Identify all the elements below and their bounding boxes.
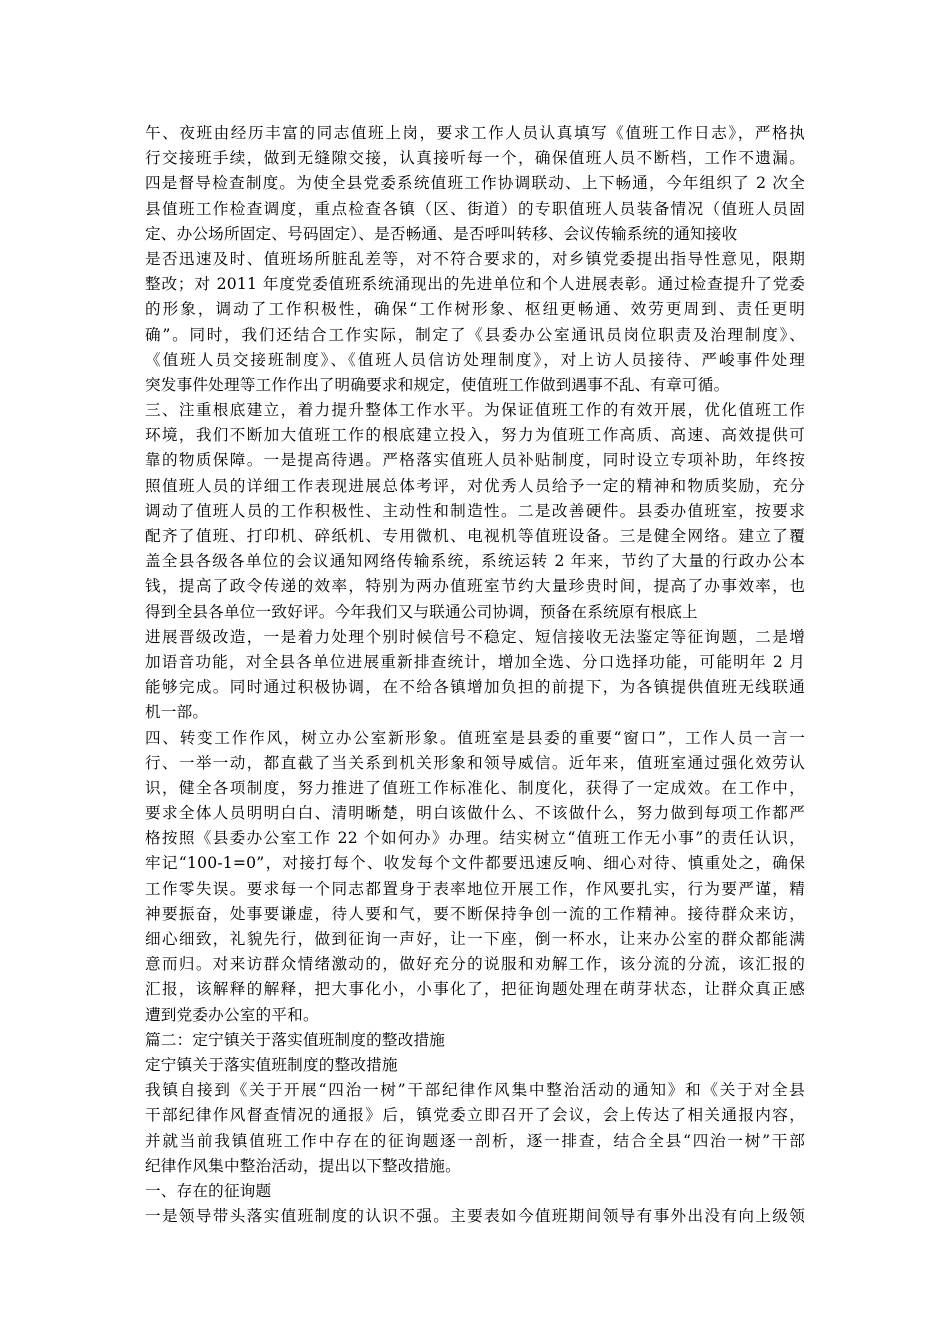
text-line: 机一部。: [145, 703, 209, 722]
text-line: 能够完成。同时通过积极协调，在不给各镇增加负担的前提下，为各镇提供值班无线联通: [145, 678, 805, 697]
text-line: 进展晋级改造，一是着力处理个别时候信号不稳定、短信接收无法鉴定等征询题，二是增: [145, 627, 805, 646]
text-line: 《值班人员交接班制度》、《值班人员信访处理制度》，对上访人员接待、严峻事件处理: [145, 350, 805, 369]
text-line: 配齐了值班、打印机、碎纸机、专用微机、电视机等值班设备。三是健全网络。建立了覆: [145, 527, 805, 545]
text-line: 突发事件处理等工作作出了明确要求和规定，使值班工作做到遇事不乱、有章可循。: [145, 375, 730, 394]
text-line: 工作零失误。要求每一个同志都置身于表率地位开展工作，作风要扎实，行为要严谨，精: [145, 879, 805, 898]
text-line: 神要振奋，处事要谦虚，待人要和气，要不断保持争创一流的工作精神。接待群众来访，: [145, 904, 805, 923]
text-line: 照值班人员的详细工作表现进展总体考评，对优秀人员给予一定的精神和物质奖励，充分: [145, 476, 805, 495]
text-line: 识，健全各项制度，努力推进了值班工作标准化、制度化，获得了一定成效。在工作中，: [145, 778, 805, 797]
text-line: 的形象，调动了工作积极性，确保“工作树形象、枢纽更畅通、效劳更周到、责任更明: [145, 300, 805, 319]
text-line: 定宁镇关于落实值班制度的整改措施: [145, 1055, 398, 1074]
text-line: 定、办公场所固定、号码固定）、是否畅通、是否呼叫转移、会议传输系统的通知接收: [145, 224, 738, 243]
text-line: 并就当前我镇值班工作中存在的征询题逐一剖析，逐一排查，结合全县“四治一树”干部: [145, 1131, 805, 1150]
text-line: 是否迅速及时、值班场所脏乱差等，对不符合要求的，对乡镇党委提出指导性意见，限期: [145, 249, 805, 268]
text-line: 纪律作风集中整治活动，提出以下整改措施。: [145, 1156, 461, 1175]
text-line: 盖全县各级各单位的会议通知网络传输系统，系统运转 2 年来，节约了大量的行政办公本: [145, 552, 805, 571]
text-line: 汇报，该解释的解释，把大事化小，小事化了，把征询题处理在萌芽状态，让群众真正感: [145, 980, 805, 999]
text-line: 行交接班手续，做到无缝隙交接，认真接听每一个，确保值班人员不断档，工作不遗漏。: [145, 149, 805, 168]
text-line: 调动了值班人员的工作积极性、主动性和制造性。二是改善硬件。县委办值班室，按要求: [145, 501, 805, 520]
text-line: 行、一举一动，都直截了当关系到机关形象和领导威信。近年来，值班室通过强化效劳认: [145, 753, 805, 772]
text-line: 牢记“100-1=0”，对接打每个、收发每个文件都要迅速反响、细心对待、慎重处之，确保: [145, 854, 805, 873]
text-line: 整改；对 2011 年度党委值班系统涌现出的先进单位和个人进展表彰。通过检查提升了党委: [145, 275, 805, 294]
text-line: 三、注重根底建立，着力提升整体工作水平。为保证值班工作的有效开展，优化值班工作: [145, 401, 805, 420]
text-line: 得到全县各单位一致好评。今年我们又与联通公司协调，预备在系统原有根底上: [145, 602, 698, 621]
text-line: 环境，我们不断加大值班工作的根底建立投入，努力为值班工作高质、高速、高效提供可: [145, 426, 805, 445]
text-line: 要求全体人员明明白白、清明晰楚，明白该做什么、不该做什么，努力做到每项工作都严: [145, 804, 805, 823]
text-line: 靠的物质保障。一是提高待遇。严格落实值班人员补贴制度，同时设立专项补助，年终按: [145, 451, 805, 470]
text-line: 细心细致，礼貌先行，做到征询一声好，让一下座，倒一杯水，让来办公室的群众都能满: [145, 930, 805, 948]
text-line: 遭到党委办公室的平和。: [145, 1005, 319, 1024]
text-line: 钱，提高了政令传递的效率，特别为两办值班室节约大量珍贵时间，提高了办事效率，也: [145, 577, 805, 596]
text-line: 我镇自接到《关于开展“四治一树”干部纪律作风集中整治活动的通知》和《关于对全县: [145, 1081, 805, 1100]
text-line: 格按照《县委办公室工作 22 个如何办》办理。结实树立“值班工作无小事”的责任认识，: [145, 829, 805, 848]
document-body: [145, 121, 805, 1229]
text-line: 四是督导检查制度。为使全县党委系统值班工作协调联动、上下畅通，今年组织了 2 次全: [145, 174, 805, 193]
text-line: 篇二：定宁镇关于落实值班制度的整改措施: [145, 1030, 446, 1049]
text-line: 一、存在的征询题: [145, 1181, 272, 1200]
text-line: 干部纪律作风督查情况的通报》后，镇党委立即召开了会议，会上传达了相关通报内容，: [145, 1106, 805, 1125]
text-line: 午、夜班由经历丰富的同志值班上岗，要求工作人员认真填写《值班工作日志》，严格执: [145, 124, 805, 142]
text-line: 加语音功能，对全县各单位进展重新排查统计，增加全选、分口选择功能，可能明年 2 月: [145, 652, 805, 671]
text-line: 县值班工作检查调度，重点检查各镇（区、街道）的专职值班人员装备情况（值班人员固: [145, 199, 805, 218]
text-line: 意而归。对来访群众情绪激动的，做好充分的说服和劝解工作，该分流的分流，该汇报的: [145, 955, 805, 974]
text-line: 一是领导带头落实值班制度的认识不强。主要表如今值班期间领导有事外出没有向上级领: [145, 1207, 805, 1226]
text-line: 四、转变工作作风，树立办公室新形象。值班室是县委的重要“窗口”，工作人员一言一: [145, 728, 805, 747]
text-line: 确”。同时，我们还结合工作实际，制定了《县委办公室通讯员岗位职责及治理制度》、: [145, 325, 805, 344]
